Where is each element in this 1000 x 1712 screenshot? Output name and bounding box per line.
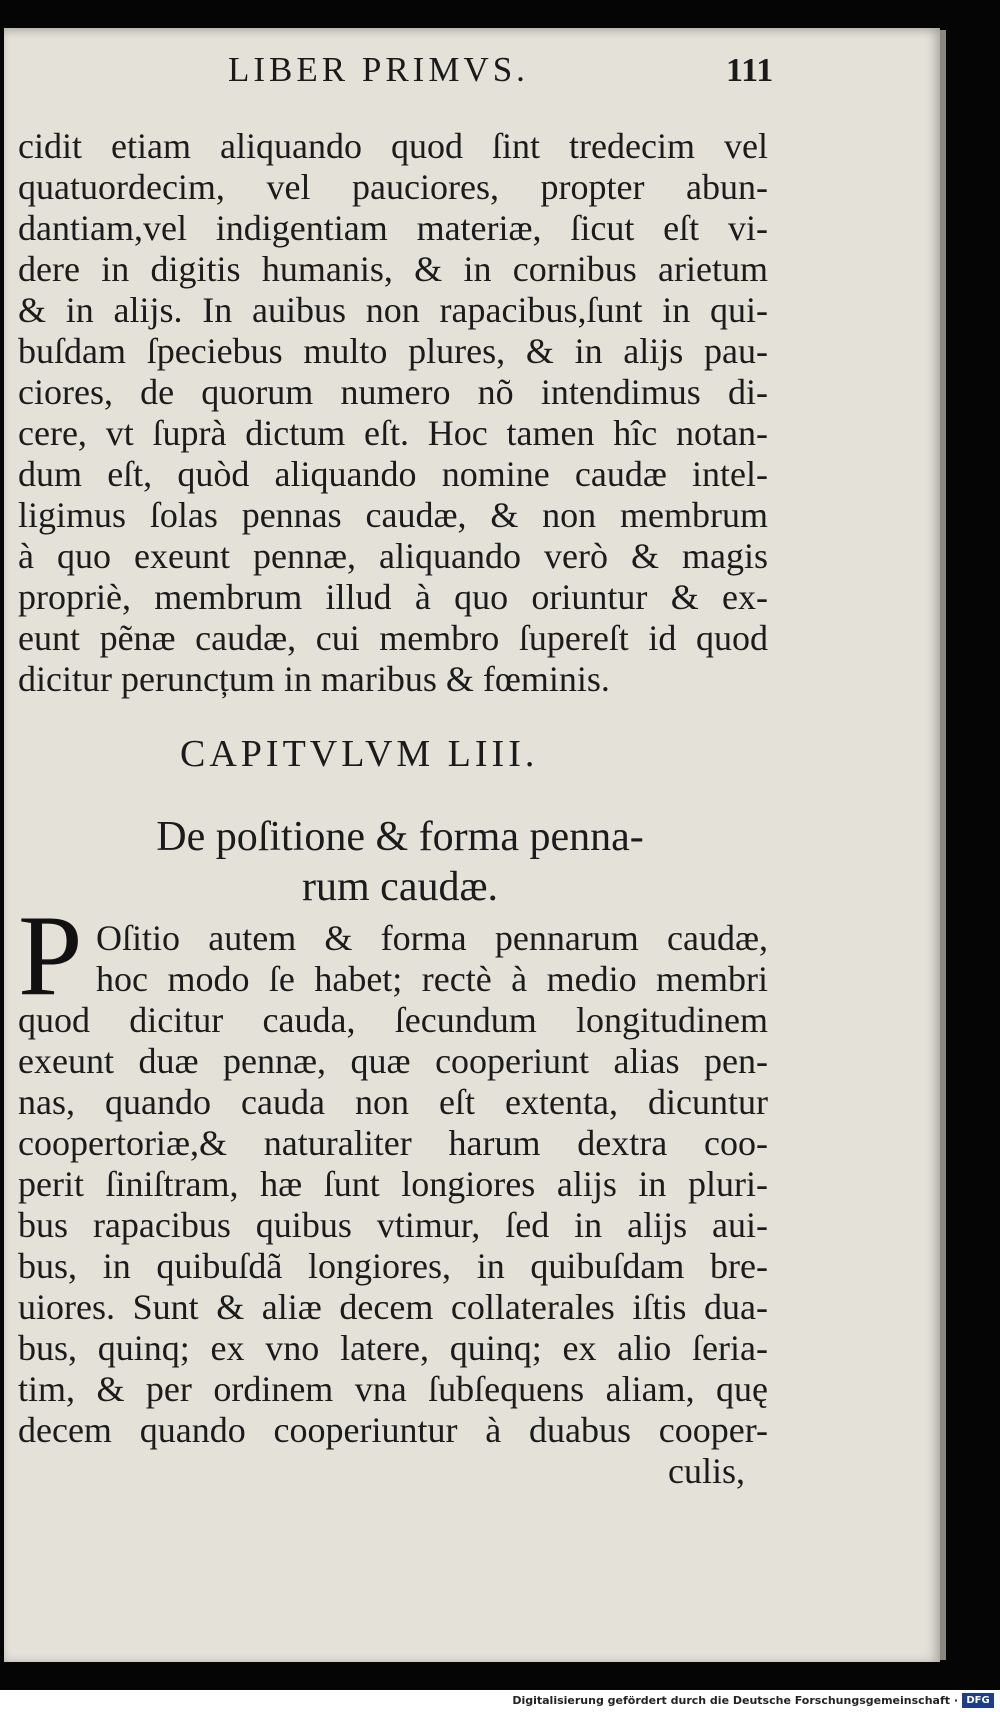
text-line: cere, vt ſuprà dictum eſt. Hoc tamen hîc notan- [18, 413, 768, 453]
text-line: quod dicitur cauda, ſecundum longitudinem [18, 1000, 768, 1040]
paragraph-continuation [18, 126, 768, 700]
text-line: dere in digitis humanis, & in cornibus arietum [18, 249, 768, 289]
catchword: culis, [668, 1451, 745, 1491]
running-head: LIBER PRIMVS. [228, 50, 529, 89]
funding-credit: Digitalisierung gefördert durch die Deutsche Forschungsgemeinschaft · [512, 1694, 958, 1707]
text-line: à quo exeunt pennæ, aliquando verò & magis [18, 536, 768, 576]
text-line: hoc modo ſe habet; rectè à medio membri [96, 959, 768, 999]
text-line: eunt pẽnæ caudæ, cui membro ſupereſt id quod [18, 618, 768, 658]
text-line: bus rapacibus quibus vtimur, ſed in alijs aui- [18, 1205, 768, 1245]
chapter-title-line: rum caudæ. [302, 864, 498, 910]
paragraph-chapter-body [18, 918, 768, 1451]
text-line: decem quando cooperiuntur à duabus cooper- [18, 1410, 768, 1450]
text-line: propriè, membrum illud à quo oriuntur & ex- [18, 577, 768, 617]
chapter-title [110, 812, 690, 912]
page-number: 111 [726, 52, 774, 89]
text-line: quatuordecim, vel pauciores, propter abun- [18, 167, 768, 207]
page-edge [940, 30, 946, 1660]
text-line: dicitur peruncțum in maribus & fœminis. [18, 659, 610, 699]
text-line: exeunt duæ pennæ, quæ cooperiunt alias pen- [18, 1041, 768, 1081]
text-line: uiores. Sunt & aliæ decem collaterales iſtis dua- [18, 1287, 768, 1327]
text-line: coopertoriæ,& naturaliter harum dextra coo- [18, 1123, 768, 1163]
drop-capital: P [18, 892, 83, 1020]
text-line: cidit etiam aliquando quod ſint tredecim vel [18, 126, 768, 166]
chapter-title-line: De poſitione & forma penna- [156, 814, 644, 860]
text-line: buſdam ſpeciebus multo plures, & in alijs pau- [18, 331, 768, 371]
text-line: Oſitio autem & forma pennarum caudæ, [96, 918, 768, 958]
text-line: tim, & per ordinem vna ſubſequens aliam, quę [18, 1369, 768, 1409]
text-line: perit ſiniſtram, hæ ſunt longiores alijs in pluri- [18, 1164, 768, 1204]
text-line: bus, in quibuſdã longiores, in quibuſdam bre- [18, 1246, 768, 1286]
text-line: ligimus ſolas pennas caudæ, & non membrum [18, 495, 768, 535]
text-line: dum eſt, quòd aliquando nomine caudæ intel- [18, 454, 768, 494]
text-line: bus, quinq; ex vno latere, quinq; ex alio ſeria- [18, 1328, 768, 1368]
text-line: dantiam,vel indigentiam materiæ, ſicut eſt vi- [18, 208, 768, 248]
text-line: nas, quando cauda non eſt extenta, dicuntur [18, 1082, 768, 1122]
text-line: ciores, de quorum numero nõ intendimus di- [18, 372, 768, 412]
chapter-heading: CAPITVLVM LIII. [180, 733, 539, 775]
dfg-logo: DFG [962, 1693, 994, 1708]
text-line: & in alijs. In auibus non rapacibus,ſunt in qui- [18, 290, 768, 330]
